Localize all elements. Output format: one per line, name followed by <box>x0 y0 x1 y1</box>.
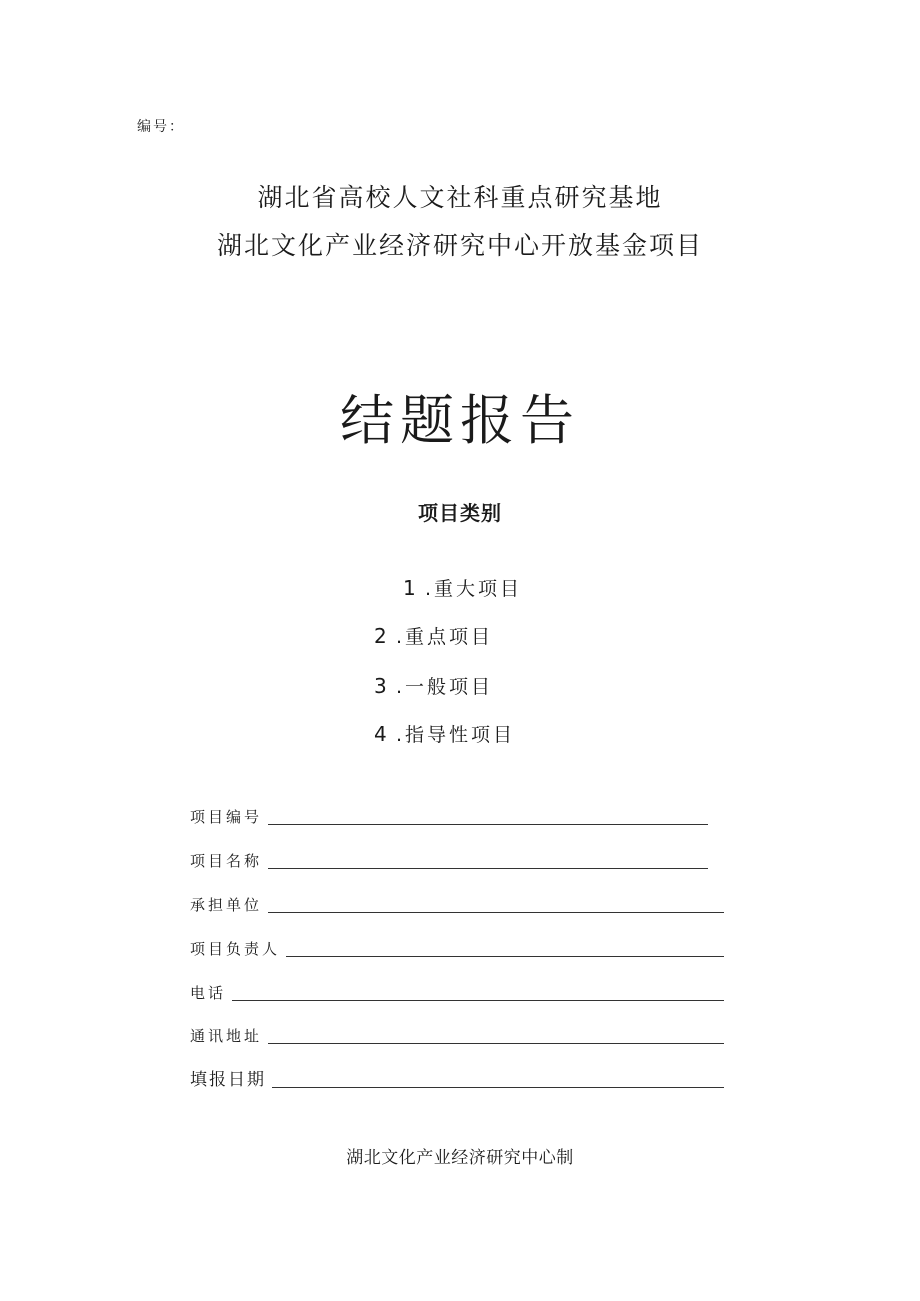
category-item-4 <box>374 720 515 747</box>
category-item-label: .一般项目 <box>396 676 494 698</box>
field-row-project-leader <box>190 935 724 959</box>
field-input-fill-date[interactable] <box>272 1087 724 1088</box>
field-row-fill-date <box>190 1066 724 1090</box>
field-input-project-leader[interactable] <box>286 956 724 957</box>
field-row-undertaking-unit <box>190 891 724 915</box>
category-item-1 <box>403 574 522 601</box>
report-title: 结题报告 <box>340 389 580 452</box>
field-input-undertaking-unit[interactable] <box>268 912 724 913</box>
category-item-label: .指导性项目 <box>396 724 516 746</box>
category-item-label: .重点项目 <box>396 626 494 648</box>
footer-issuer: 湖北文化产业经济研究中心制 <box>346 1148 574 1168</box>
field-input-address[interactable] <box>268 1043 724 1044</box>
field-row-address <box>190 1022 724 1046</box>
field-label-address: 通讯地址 <box>190 1027 263 1045</box>
field-row-project-number <box>190 803 708 827</box>
category-item-number: 1 <box>403 576 416 600</box>
header-line-2: 湖北文化产业经济研究中心开放基金项目 <box>216 231 703 260</box>
serial-number-label: 编号： <box>137 119 185 135</box>
field-label-fill-date: 填报日期 <box>190 1070 266 1090</box>
category-item-number: 3 <box>374 674 387 698</box>
field-label-project-number: 项目编号 <box>190 808 263 826</box>
field-label-project-leader: 项目负责人 <box>190 940 281 958</box>
field-label-undertaking-unit: 承担单位 <box>190 896 263 914</box>
category-item-number: 4 <box>374 722 387 746</box>
field-row-phone <box>190 979 724 1003</box>
category-item-number: 2 <box>374 624 387 648</box>
header-line-1: 湖北省高校人文社科重点研究基地 <box>257 183 663 212</box>
category-item-3 <box>374 672 493 699</box>
category-item-2 <box>374 622 493 649</box>
field-input-project-number[interactable] <box>268 824 708 825</box>
category-item-label: .重大项目 <box>425 578 523 600</box>
field-label-phone: 电话 <box>190 984 227 1002</box>
field-input-phone[interactable] <box>232 1000 724 1001</box>
category-heading: 项目类别 <box>418 501 502 525</box>
field-label-project-name: 项目名称 <box>190 852 263 870</box>
field-row-project-name <box>190 847 708 871</box>
field-input-project-name[interactable] <box>268 868 708 869</box>
